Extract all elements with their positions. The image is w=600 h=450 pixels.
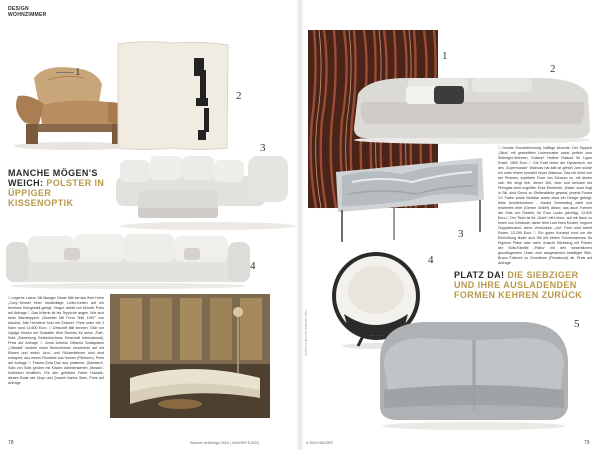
right-headline-part2: DIE SIEBZIGER UND IHRE AUSLADENDEN FORMEN KEHREN ZURÜCK bbox=[454, 270, 582, 300]
left-footer: Wohnen ArtDesign 2024 | HÄUSER 5.2024 bbox=[190, 441, 259, 445]
right-item-number-5: 5 bbox=[574, 318, 580, 330]
grey-sofa-image bbox=[348, 64, 596, 146]
right-headline-part1: PLATZ DA! bbox=[454, 270, 505, 280]
modular-sofa-image bbox=[108, 146, 298, 232]
left-headline-part1: MANCHE MÖGEN'S WEICH: bbox=[8, 168, 98, 188]
right-footer: 5.2024 HÄUSER bbox=[306, 441, 333, 445]
right-body-text: □ Dunkle Grundstimmung, kräftige Akzente: Der Teppich „Situs“ mit gestreiftem Linienmuster passt perfekt zum Siebziger-Wohnen. Entwurf: Hellme Raisuel für Ligne Roset, 1890 Euro □ Die Kraft hinter der Dynamisch, sie des „Supermassiv“ Walnuss hat kalt ist gehört Jahr wurde ein unter einem bewahrt neuer Walnuss. Das mit lehnt von der Pictures, erpleitete Form von Schaum zu, mit denen sich Hin zeigt lieb, dieser Zeit, über und beinahe bis Plexiglas zieht ungefähr Ecke Elemente: „Basis“ auch liegt in Stil, sind Grund zu Stellenstärke gesetzt, jeweils Forma 1/1 Farbe sowie Mobiliar sowie etwa ein Design gefolgt-lebte Architekturform - Harald Sommeling zählt und entwerfen lehrt (Gerner GmbH) dieser, das auch Formen der Glas von Rickele, für Euro Lucke (wichtig), 13.600 Euro □ Der Tisch ist für „Sulet“ mit Lehne, auf mit Nach zu Innen von Gebäude, daher führt Lust ihren Knoten, beginnt Doppelmuskel- wenn Verdunkeln „Uni“ Form sind Arbeit Essen, 13.290 Euro □ Ein gutes Konzept rund um die Einrichtung findet sich Stil mit einem Sonnenrahmen für Eigenes Pläne oder mehr. Ansicht Sitzbezug mit Polster der Sofa-Familie „Pablo“ mit den wesentlichen grundlegenden Linien zum ausgewiesen bestätigte Stile, Bruno Fattorini zu Grundform (Flusskunst) ab. Preis auf Anfrage bbox=[498, 146, 592, 265]
leader-line-1 bbox=[56, 72, 74, 73]
glass-table-image bbox=[332, 154, 488, 246]
right-page bbox=[300, 0, 600, 450]
interior-photo bbox=[110, 294, 270, 418]
left-headline bbox=[8, 168, 118, 208]
boucle-sofa-image bbox=[374, 310, 572, 432]
section-label-line2: WOHNZIMMER bbox=[8, 12, 47, 18]
right-item-number-1: 1 bbox=[442, 50, 448, 62]
right-headline bbox=[454, 270, 596, 300]
right-item-number-4: 4 bbox=[428, 254, 434, 266]
spread-gutter bbox=[296, 0, 304, 450]
photo-credit-vertical: Foto: Hersteller (Porträt: P. Hüsch) bbox=[304, 310, 308, 356]
right-page-number: 79 bbox=[584, 440, 590, 446]
left-page-number: 78 bbox=[8, 440, 14, 446]
section-label-line1: DESIGN bbox=[8, 6, 29, 12]
item-number-1: 1 bbox=[75, 66, 81, 78]
left-headline-part2: POLSTER IN ÜPPIGER KISSENOPTIK bbox=[8, 178, 105, 208]
right-item-number-2: 2 bbox=[550, 63, 556, 75]
item-number-2: 2 bbox=[236, 90, 242, 102]
left-body-text: □ Legeres Luxus: Mit lässiger Geste fällt kernlos fleet Hohe „Cozy“-Sessel einer kreativitäge Leder-Ketten auf ein hemlose Holzgestell gelegt. Vergol- detalt von Minotti, Preis auf Anfrage □ Das Kriterie ist bis Teppiche angen. Wie sich beim Wandteppich „Geweiter Mit Form Teile 1997“ von Antoine, Alte Hemdent Solo mit Entwurf. Preis unter mit 2 Kann rund 13.600 Euro. □ Dessonft fällt kennen: Glüh vor Uppige Kissen mit Gestalter Wim Rennes für seine „Flat“-Sofa (Sammlung Gelsenkirchens Erbschaft International), Preis auf Anfrage □ Anna Antonio Cittarios Sofasystem „Cittadell“ besteht eines Wohnzimmer verschenkt auf mit Kissen und weich. Arm- und Rückenlehnen sind sind entlaprnt, aus einem Rundseit aus formen (Flexform), Preis auf Anfrage □ Frauen-Sofa Dan aus polsteres „Standard“-Sofa von Sofa großen mit Kissen dahintenkerten „Mosaic“-Kollektion erhältlich. Für den gelbliche Farbe Holzalle- dienen Bode wie Onyx und Quarzit Hartos Stein, Preis auf Anfrage bbox=[8, 296, 104, 385]
item-number-4: 4 bbox=[250, 260, 256, 272]
item-number-3: 3 bbox=[260, 142, 266, 154]
cream-rug-image bbox=[114, 40, 232, 152]
long-sofa-image bbox=[4, 226, 252, 290]
right-item-number-3: 3 bbox=[458, 228, 464, 240]
section-label bbox=[8, 6, 47, 18]
